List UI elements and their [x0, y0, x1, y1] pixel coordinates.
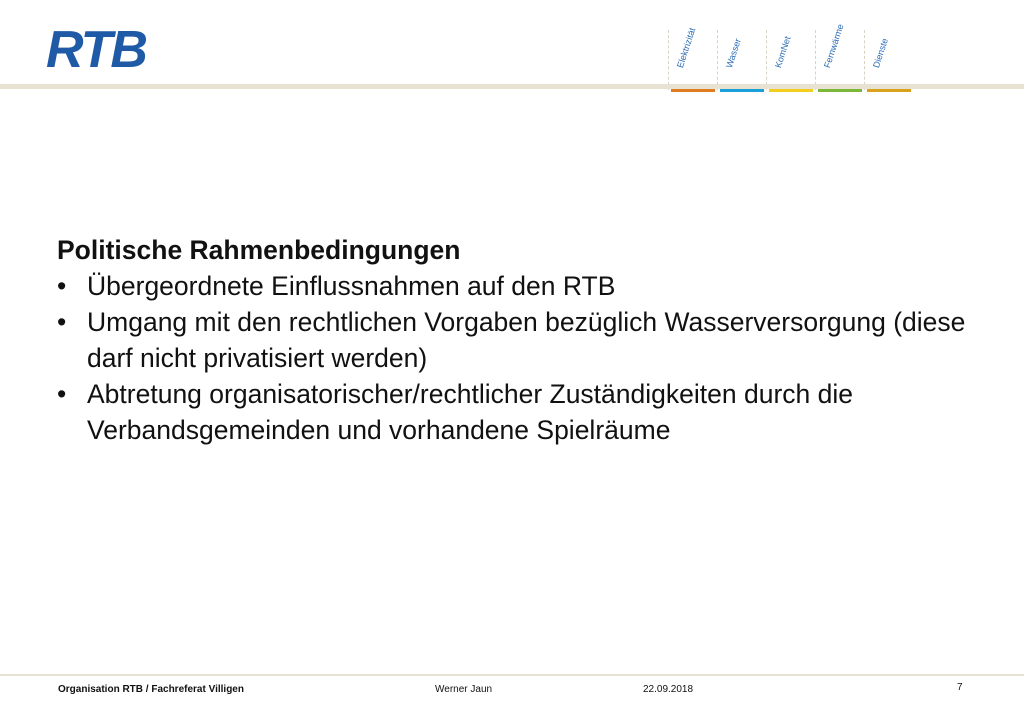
- bullet-text: Übergeordnete Einflussnahmen auf den RTB: [87, 271, 616, 301]
- slide-content: [57, 232, 977, 448]
- tab-dienste: [864, 30, 911, 90]
- footer-divider: [0, 674, 1024, 676]
- page-number: 7: [957, 682, 963, 693]
- bullet-list: [57, 268, 977, 448]
- bullet-item: [57, 268, 977, 304]
- tab-label: Dienste: [871, 36, 890, 70]
- footer-date: 22.09.2018: [643, 684, 694, 695]
- division-tabs: [668, 22, 928, 90]
- tab-wasser: [717, 30, 764, 90]
- header-divider: [0, 84, 1024, 89]
- tab-label: KomNet: [773, 35, 793, 70]
- tab-komnet: [766, 30, 813, 90]
- bullet-item: [57, 304, 977, 376]
- footer-organisation: Organisation RTB / Fachreferat Villigen: [58, 684, 244, 695]
- bullet-marker: •: [57, 379, 67, 409]
- tab-label: Wasser: [724, 37, 743, 70]
- tab-label: Fernwärme: [822, 22, 846, 70]
- bullet-item: [57, 376, 977, 448]
- tab-fernwaerme: [815, 22, 862, 90]
- tab-label: Elektrizität: [675, 26, 698, 70]
- bullet-marker: •: [57, 271, 67, 301]
- bullet-text: Abtretung organisatorischer/rechtlicher Zuständigkeiten durch die Verbandsgemeinden und vorhandene Spielräume: [87, 379, 853, 445]
- tab-elektrizitaet: [668, 26, 715, 90]
- footer-author: Werner Jaun: [435, 684, 493, 695]
- slide-title: Politische Rahmenbedingungen: [57, 235, 461, 265]
- bullet-marker: •: [57, 307, 67, 337]
- bullet-text: Umgang mit den rechtlichen Vorgaben bezüglich Wasserversorgung (diese darf nicht privatisiert werden): [87, 307, 966, 373]
- rtb-logo: RTB: [46, 21, 146, 79]
